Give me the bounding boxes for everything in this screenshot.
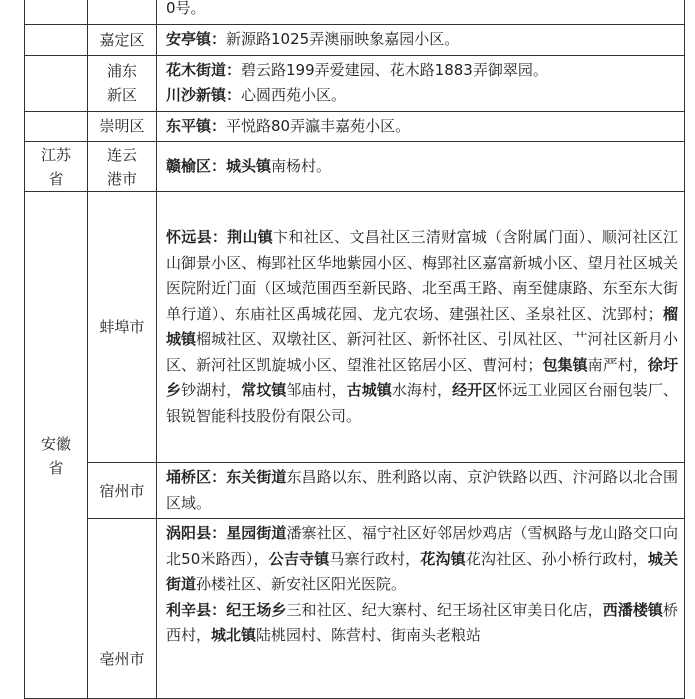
content-text: 碧云路199弄爱建园、花木路1883弄御翠园。 (241, 60, 548, 79)
province-name-line: 安徽 (40, 435, 71, 453)
town-name: 公吉寺镇 (268, 549, 330, 568)
town-name: 常坟镇 (241, 381, 287, 399)
content-paragraph (166, 521, 678, 598)
content-text: 马寨行政村， (329, 549, 421, 568)
content-text: 花沟社区、孙小桥行政村， (465, 549, 648, 568)
content-cell (157, 192, 685, 463)
district-name: 安亭镇： (166, 30, 227, 48)
content-text: 三和社区、纪大寨村、纪王场社区审美日化店， (286, 600, 603, 619)
content-cell (157, 519, 685, 699)
town-name: 经开区 (452, 381, 498, 399)
table-row (25, 192, 685, 463)
content-text: 南杨村。 (271, 156, 332, 175)
content-cell (157, 142, 685, 192)
town-name: 榴城镇 (166, 304, 678, 348)
province-name-line: 省 (48, 459, 64, 477)
town-name: 纪王场乡 (226, 600, 287, 619)
city-cell (88, 142, 157, 192)
content-text: 卞和社区、文昌社区三清财富城（含附属门面）、顺河社区江山御景小区、梅郢社区华地紫园小区、梅郢社区嘉富新城小区、望月社区城关医院附近门面（区域范围西至新民路、北至禹王路、南至健康路、东至东大街单行道）、东庙社区禹城花园、龙亢农场、建强社区、圣泉社区、沈郢村； (166, 228, 678, 323)
table-row (25, 55, 685, 111)
content-text: 东昌路以东、胜利路以南、京沪铁路以西、汴河路以北合围区域。 (166, 468, 678, 512)
city-cell: 嘉定区 (88, 25, 157, 56)
content-text: 新源路1025弄澳丽映象嘉园小区。 (226, 30, 460, 48)
county-name: 涡阳县： (166, 524, 227, 542)
province-cell (25, 111, 88, 142)
content-text: 榴城社区、双墩社区、新河社区、新怀社区、引凤社区、艹河社区新月小区、新河社区凯旋城小区、望淮社区铭居小区、曹河村； (166, 330, 678, 374)
town-name: 城关街道 (166, 549, 678, 593)
city-cell: 崇明区 (88, 111, 157, 142)
content-text: 南严村， (587, 355, 648, 374)
town-name: 城北镇 (211, 626, 257, 644)
city-name-line: 港市 (106, 169, 137, 188)
table-row (25, 463, 685, 519)
town-name: 城头镇 (226, 156, 272, 175)
district-name: 东平镇： (166, 116, 227, 135)
content-text: 陆桃园村、陈营村、街南头老粮站 (256, 626, 482, 644)
city-name-line: 新区 (106, 86, 137, 104)
content-text: 平悦路80弄瀛丰嘉苑小区。 (226, 116, 411, 135)
town-name: 星园街道 (226, 524, 287, 542)
content-paragraph (166, 83, 678, 109)
province-cell (25, 192, 88, 699)
town-name: 古城镇 (346, 381, 392, 399)
content-cell (157, 25, 685, 56)
province-cell (25, 55, 88, 111)
content-text: 桥西村， (166, 600, 678, 644)
county-name: 怀远县： (166, 228, 228, 246)
table-row (25, 25, 685, 56)
town-name: 包集镇 (542, 355, 588, 374)
district-name: 川沙新镇： (166, 86, 242, 104)
table-row (25, 142, 685, 192)
town-name: 荆山镇 (227, 228, 274, 246)
content-paragraph (166, 598, 678, 649)
city-cell: 蚌埠市 (88, 192, 157, 463)
table-row (25, 111, 685, 142)
content-text: 心圆西苑小区。 (241, 86, 347, 104)
town-name: 东关街道 (226, 468, 287, 486)
town-name: 徐圩乡 (166, 355, 678, 399)
district-name: 赣榆区： (166, 156, 227, 175)
epidemic-area-table (24, 0, 685, 699)
content-text: 潘寨社区、福宁社区好邻居炒鸡店（雪枫路与龙山路交口向北50米路西）， (166, 524, 678, 568)
province-cell (25, 0, 88, 25)
city-cell: 宿州市 (88, 463, 157, 519)
town-name: 西潘楼镇 (602, 600, 663, 619)
content-text: 钞湖村， (181, 381, 242, 399)
table-row (25, 0, 685, 25)
content-cell (157, 111, 685, 142)
city-cell (88, 55, 157, 111)
county-name: 利辛县： (166, 600, 227, 619)
city-cell: 亳州市 (88, 519, 157, 699)
province-name-line: 江苏 (40, 145, 71, 164)
district-name: 花木街道： (166, 60, 242, 79)
province-cell (25, 25, 88, 56)
table-row (25, 519, 685, 699)
province-name-line: 省 (48, 169, 64, 188)
content-text: 水海村， (391, 381, 453, 399)
content-text: 怀远工业园区台丽包装厂、银锐智能科技股份有限公司。 (166, 381, 678, 425)
content-cell (157, 55, 685, 111)
content-text: 0号。 (166, 0, 206, 17)
city-name-line: 浦东 (106, 62, 137, 80)
province-cell (25, 142, 88, 192)
content-paragraph (166, 58, 678, 84)
city-name-line: 连云 (106, 145, 137, 164)
town-name: 花沟镇 (420, 549, 466, 568)
content-cell (157, 0, 685, 25)
district-name: 埇桥区： (166, 468, 227, 486)
content-cell (157, 463, 685, 519)
city-cell (88, 0, 157, 25)
content-text: 孙楼社区、新安社区阳光医院。 (196, 575, 407, 593)
content-text: 邹庙村， (286, 381, 347, 399)
